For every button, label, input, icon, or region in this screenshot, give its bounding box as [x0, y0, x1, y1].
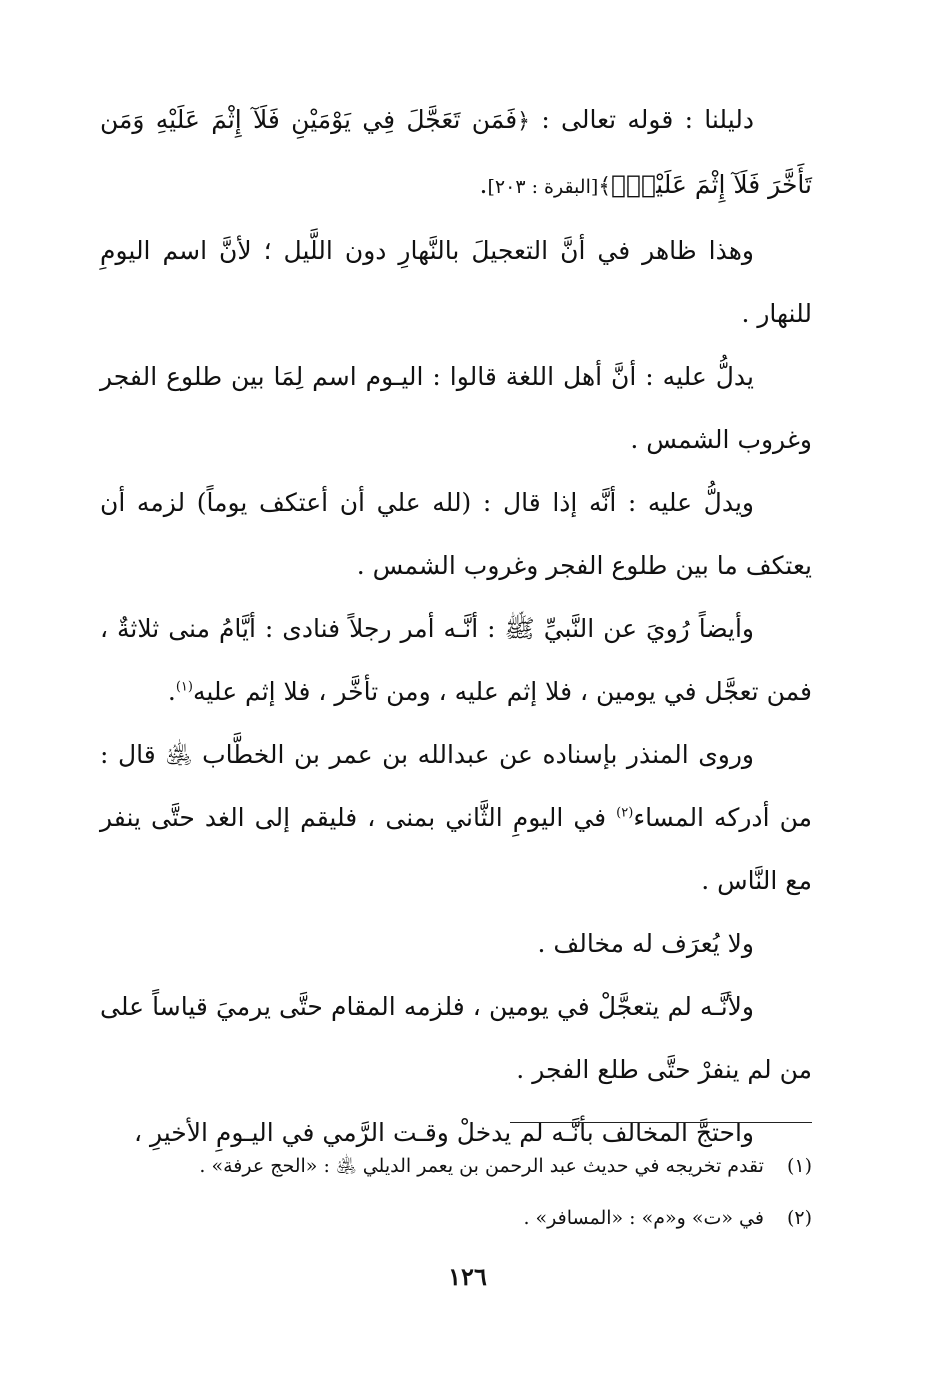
footnote-number: (١): [786, 1155, 812, 1177]
paragraph-language-evidence: يدلُّ عليه : أنَّ أهل اللغة قالوا : اليـوم اسم لِمَا بين طلوع الفجر وغروب الشمس .: [100, 362, 812, 454]
paragraph-hadith: [100, 597, 812, 723]
paragraph-day-meaning: وهذا ظاهر في أنَّ التعجيلَ بالنَّهارِ دون اللَّيل ؛ لأنَّ اسم اليومِ للنهار .: [100, 236, 812, 328]
page-number: ١٢٦: [448, 1262, 487, 1291]
footnote-1: [100, 1140, 812, 1192]
footnote-text: في «ت» و«م» : «المسافر» .: [523, 1207, 764, 1229]
paragraph-itikaf-evidence: ويدلُّ عليه : أنَّه إذا قال : (لله علي أن أعتكف يوماً) لزمه أن يعتكف ما بين طلوع الفجر وغروب الشمس .: [100, 488, 812, 580]
footnote-2: [100, 1192, 812, 1244]
footnotes: [100, 1140, 812, 1244]
paragraph-tail: .: [167, 677, 176, 706]
paragraph-opponent-argument: واحتجَّ المخالف بأنَّـه لم يدخلْ وقـت الرَّمي في اليـومِ الأخيرِ ،: [133, 1118, 754, 1147]
quran-verse: فَمَن تَعَجَّلَ فِي يَوْمَيْنِ فَلَآ إِثْمَ عَلَيْهِ وَمَن تَأَخَّرَ فَلَآ إِثْمَ عَلَيْهِۚ: [100, 105, 812, 199]
footnote-reference-2[interactable]: (٢): [616, 805, 634, 821]
main-text: [100, 88, 812, 1164]
paragraph-ibn-umar-narration: [100, 723, 812, 912]
footnote-separator: [510, 1122, 812, 1123]
paragraph-quran-evidence: [100, 88, 812, 219]
paragraph-text: وروى المنذر بإسناده عن عبدالله بن عمر بن الخطَّاب ﵁ قال : من أدركه المساء: [100, 740, 812, 832]
paragraph-tail: .: [479, 170, 488, 199]
paragraph-text: وأيضاً رُويَ عن النَّبيِّ ﷺ : أنَّـه أمر رجلاً فنادى : أيَّامُ منى ثلاثةٌ ، فمن تعجَّل في يومين ، فلا إثم عليه ، ومن تأخَّر ، فلا إثم عليه: [100, 614, 812, 706]
footnote-text: تقدم تخريجه في حديث عبد الرحمن بن يعمر الديلي ﵁ : «الحج عرفة» .: [199, 1155, 764, 1177]
quran-close-bracket: ﴾: [598, 174, 612, 199]
paragraph-no-opponent: ولا يُعرَف له مخالف .: [537, 929, 754, 958]
footnote-number: (٢): [786, 1207, 812, 1229]
footnote-reference-1[interactable]: (١): [175, 679, 193, 695]
paragraph-text-after: في اليومِ الثَّاني بمنى ، فليقم إلى الغد حتَّى ينفر مع النَّاس .: [100, 803, 812, 895]
quran-reference: [البقرة : ٢٠٣]: [487, 176, 599, 198]
paragraph-analogy: ولأنَّـه لم يتعجَّلْ في يومين ، فلزمه المقام حتَّى يرميَ قياساً على من لم ينفرْ حتَّى طلع الفجر .: [100, 992, 812, 1084]
paragraph-lead: دليلنا : قوله تعالى :: [541, 105, 754, 134]
quran-open-bracket: ﴿: [517, 109, 531, 134]
